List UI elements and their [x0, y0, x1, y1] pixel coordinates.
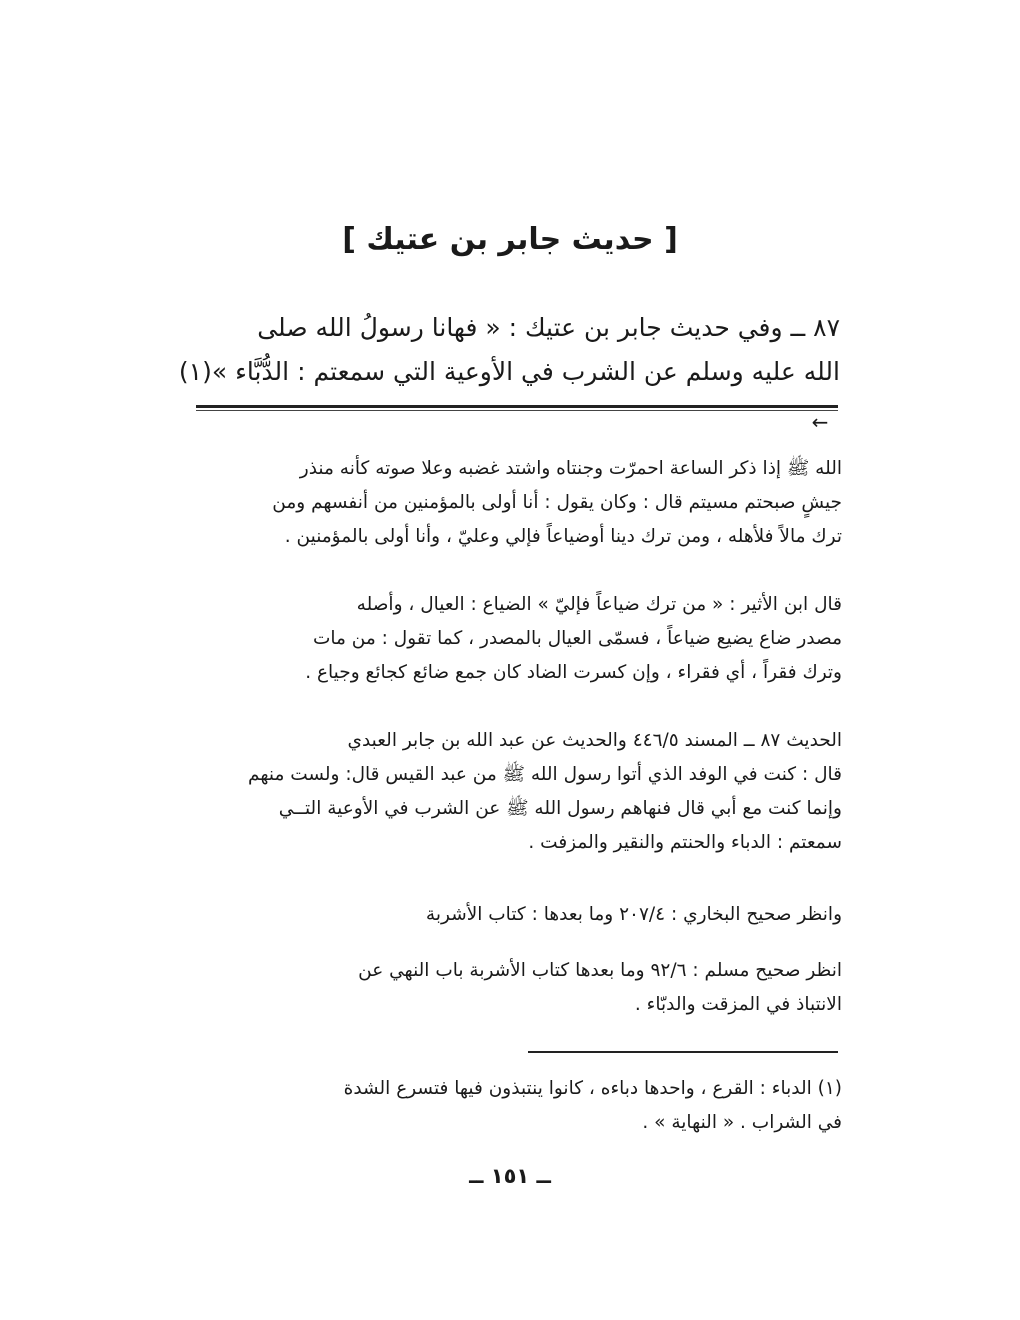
commentary-line: الحديث ٨٧ ــ المسند ٤٤٦/٥ والحديث عن عبد الله بن جابر العبدي	[347, 730, 842, 751]
commentary-line: الله ﷺ إذا ذكر الساعة احمرّت وجنتاه واشتد غضبه وعلا صوته كأنه منذر	[299, 458, 842, 479]
footnote-divider	[528, 1051, 838, 1053]
section-divider	[196, 405, 838, 408]
commentary-line: وانظر صحيح البخاري : ٢٠٧/٤ وما بعدها : كتاب الأشربة	[425, 904, 842, 925]
section-divider-thin	[196, 410, 838, 411]
main-hadith-line: الله عليه وسلم عن الشرب في الأوعية التي سمعتم : الدُّبَّاء »(١)	[178, 357, 840, 386]
continuation-arrow-icon: ←	[811, 410, 829, 434]
commentary-line: وإنما كنت مع أبي قال فنهاهم رسول الله ﷺ عن الشرب في الأوعية التــي	[278, 798, 842, 819]
commentary-paragraph	[190, 898, 842, 932]
main-hadith-line: ٨٧ ــ وفي حديث جابر بن عتيك : « فهانا رسولُ الله صلى	[257, 313, 840, 342]
commentary-paragraph	[190, 954, 842, 1022]
commentary-line: مصدر ضاع يضيع ضياعاً ، فسمّى العيال بالمصدر ، كما تقول : من مات	[312, 628, 842, 649]
footnote	[190, 1072, 842, 1140]
commentary-paragraph	[190, 724, 842, 860]
commentary-line: ترك مالاً فلأهله ، ومن ترك دينا أوضياعاً فإلي وعليّ ، وأنا أولى بالمؤمنين .	[284, 526, 842, 547]
commentary-line: انظر صحيح مسلم : ٩٢/٦ وما بعدها كتاب الأشربة باب النهي عن	[358, 960, 842, 981]
commentary-paragraph	[190, 452, 842, 554]
commentary-paragraph	[190, 588, 842, 690]
commentary-line: وترك فقراً ، أي فقراء ، وإن كسرت الضاد كان جمع ضائع كجائع وجياع .	[305, 662, 842, 683]
commentary-line: سمعتم : الدباء والحنتم والنقير والمزفت .	[528, 832, 842, 853]
commentary-line: قال : كنت في الوفد الذي أتوا رسول الله ﷺ من عبد القيس قال: ولست منهم	[248, 764, 842, 785]
commentary-line: جيشٍ صبحتم مسيتم قال : وكان يقول : أنا أولى بالمؤمنين من أنفسهم ومن	[272, 492, 842, 513]
footnote-line: في الشراب . « النهاية » .	[642, 1112, 842, 1133]
commentary-line: الانتباذ في المزقت والدبّاء .	[634, 994, 842, 1015]
footnote-line: (١) الدباء : القرع ، واحدها دباءه ، كانوا ينتبذون فيها فتسرع الشدة	[343, 1078, 842, 1099]
commentary-line: قال ابن الأثير : « من ترك ضياعاً فإليّ » الضياع : العيال ، وأصله	[356, 594, 842, 615]
page-number: ــ ١٥١ ــ	[469, 1164, 551, 1188]
page-title: [ حديث جابر بن عتيك ]	[342, 222, 678, 257]
main-hadith-text	[178, 306, 840, 394]
